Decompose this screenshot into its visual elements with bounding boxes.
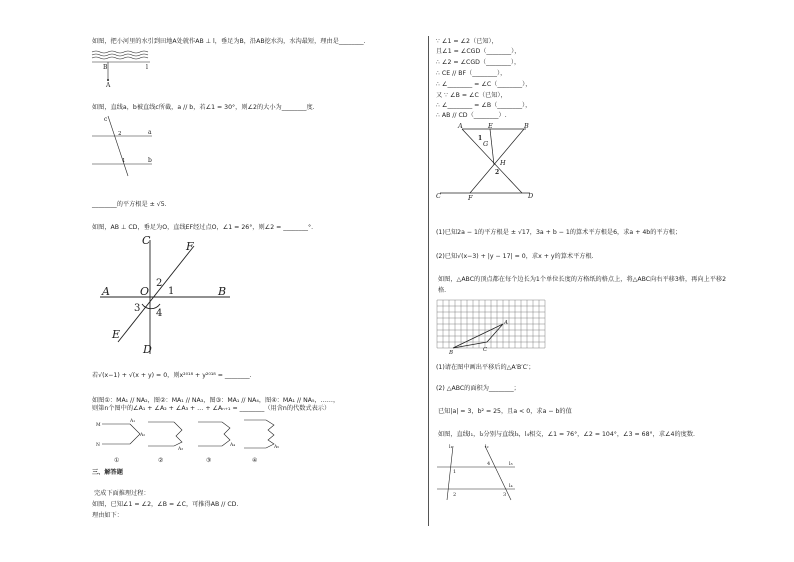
label-c: c [104,116,108,123]
label-A: A [504,320,508,326]
figure-lines [433,440,523,502]
label-1: 1 [478,135,483,142]
label-l2: l₂ [485,444,489,450]
label-A1: A₁ [130,419,136,424]
proof-line-3: ∴ ∠2 = ∠CGD（________）， [436,59,521,66]
question-sqrt: ________的平方根是 ± √5. [92,201,167,208]
label-A5: A₅ [274,445,280,450]
label-l: l [146,64,148,71]
label-C: C [436,192,441,200]
label-1: 1 [453,469,457,475]
proof-line-2: 且∠1 = ∠CGD（________）， [436,48,521,55]
figure-proof [434,120,544,202]
label-B: B [449,350,454,356]
question-drain: 如图，把小河里的水引到田地A处就作AB ⊥ l，垂足为B，沿AB挖水沟，水沟最短，理由是________. [92,38,366,45]
label-l4: l₄ [509,483,513,489]
proof-given: 如图，已知∠1 = ∠2，∠B = ∠C，可推得AB // CD. [92,501,239,508]
label-E: E [488,122,493,130]
question-radical: 若√(x−1) + √(x + y) = 0，则x²⁰¹⁸ + y²⁰¹⁸ = ________. [92,372,252,379]
proof-reason: 理由如下： [92,512,123,519]
label-F: F [186,240,194,253]
caption-2: ② [158,457,164,464]
proof-line-4: ∴ CE // BF（________）， [436,70,507,77]
figure-series [94,414,284,466]
label-B: B [103,64,108,71]
caption-4: ④ [252,457,258,464]
label-1: 1 [122,158,126,164]
question-perpendicular: 如图，AB ⊥ CD，垂足为O，直线EF经过点O，∠1 = 26°，则∠2 = ________°. [92,224,314,231]
label-b: b [148,157,152,164]
question-sqrt-b: (2)已知√(x−3) + |y − 17| = 0，求x + y的算术平方根. [436,253,594,260]
proof-line-1: ∵ ∠1 = ∠2（已知）， [436,38,498,45]
label-M: M [96,423,101,428]
question-parallel: 如图，直线a，b被直线c所截，a // b，若∠1 = 30°，则∠2的大小为________度. [92,104,315,111]
figure-parallel [90,112,170,178]
label-C: C [483,347,488,353]
label-A2: A₂ [140,433,146,438]
label-1: 1 [168,286,175,297]
column-divider [428,36,429,526]
label-D: D [143,343,152,356]
label-4: 4 [487,461,491,467]
question-sqrt-a: (1)已知2a − 1的平方根是 ± √17，3a + b − 1的算术平方根是6，求a + 4b的平方根； [436,229,682,236]
question-angles: 如图，直线l₁，l₂分别与直线l₃，l₄相交，∠1 = 76°，∠2 = 104°，∠3 = 68°，求∠4的度数. [438,431,696,438]
question-abs: 已知|a| = 3，b² = 25，且a < 0，求a − b的值 [438,408,572,415]
label-H: H [500,159,506,167]
proof-line-8: ∴ AB // CD（________）. [436,112,507,119]
label-3: 3 [134,303,141,314]
label-2: 2 [156,278,163,289]
proof-line-5: ∴ ∠________ = ∠C（________）， [436,81,532,88]
question-grid-line2: 格. [438,287,447,294]
section-heading: 三、解答题 [92,469,123,476]
label-A: A [102,285,110,298]
label-D: D [528,192,534,200]
label-G: G [483,140,489,148]
label-A: A [458,122,463,130]
caption-1: ① [114,457,120,464]
question-grid-sub2: (2) △ABC的面积为________； [436,385,520,392]
figure-perpendicular [98,232,238,358]
label-C: C [142,234,151,247]
label-2: 2 [495,169,500,176]
question-grid-sub1: (1)请在图中画出平移后的△A′B′C′； [436,364,535,371]
figure-grid [437,300,549,354]
label-4: 4 [156,308,163,319]
label-F: F [468,194,473,202]
caption-3: ③ [206,457,212,464]
label-B: B [524,122,529,130]
question-series-line2: 则第n个图中的∠A₁ + ∠A₂ + ∠A₃ + … + ∠Aₙ₊₁ = ________（用含n的代数式表示） [92,405,331,412]
label-l3: l₃ [509,461,513,467]
proof-intro: 完成下面推理过程： [94,490,150,497]
label-E: E [112,328,121,341]
label-a: a [148,129,152,136]
label-A: A [106,82,111,89]
label-l1: l₁ [449,444,453,450]
label-A4: A₄ [230,443,236,448]
label-2: 2 [118,131,122,137]
label-B: B [218,285,227,298]
label-3: 3 [503,492,507,498]
proof-line-6: 又 ∵ ∠B = ∠C（已知）， [436,92,507,99]
label-O: O [140,285,150,298]
proof-line-7: ∴ ∠________ = ∠B（________）， [436,102,532,109]
label-2: 2 [453,492,457,498]
question-grid-line1: 如图，△ABC的顶点都在每个边长为1个单位长度的方格纸的格点上，将△ABC向右平移3格，再向上平移2 [438,276,727,283]
question-series-line1: 如图①：MA₁ // NA₂，图②：MA₁ // NA₃，图③：MA₁ // NA₄，图④：MA₁ // NA₅，……， [92,397,340,404]
label-N: N [96,443,100,448]
label-A3: A₃ [178,447,184,452]
figure-drain [90,46,160,88]
